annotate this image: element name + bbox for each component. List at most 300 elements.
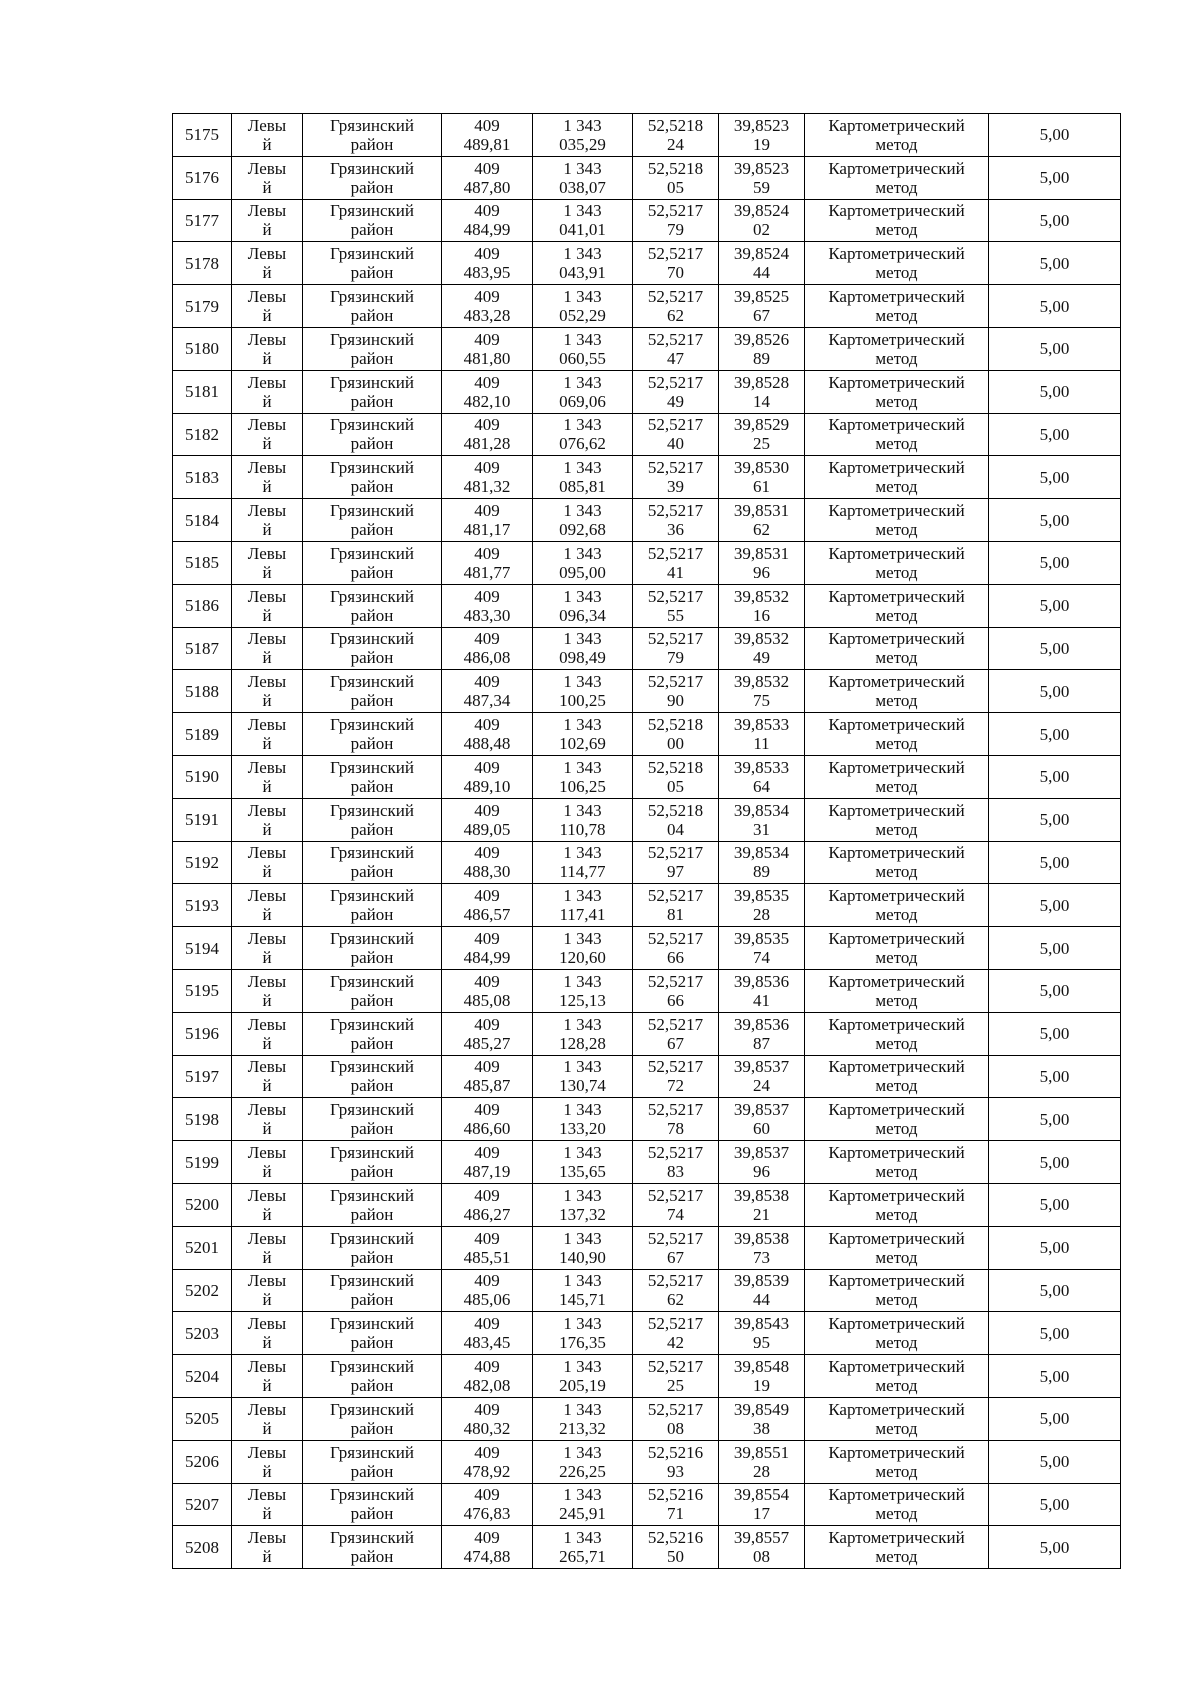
cell-district-line: Грязинский — [330, 1143, 414, 1163]
cell-y-coordinate-line: 117,41 — [559, 905, 606, 925]
cell-longitude-line: 25 — [753, 434, 770, 454]
cell-x-coordinate-line: 409 — [474, 372, 500, 392]
cell-accuracy: 5,00 — [989, 456, 1121, 499]
cell-y-coordinate-line: 1 343 — [563, 586, 602, 606]
cell-y-coordinate-line: 1 343 — [563, 287, 602, 307]
cell-longitude-line: 39,8539 — [733, 1271, 790, 1291]
cell-point-number: 5208 — [173, 1526, 232, 1569]
cell-latitude — [633, 499, 719, 542]
cell-longitude-line: 96 — [753, 1162, 770, 1182]
cell-y-coordinate-line: 265,71 — [559, 1547, 606, 1567]
cell-side-line: Левы — [247, 201, 287, 221]
cell-method — [805, 841, 989, 884]
cell-y-coordinate — [533, 541, 633, 584]
table-row — [173, 327, 1121, 370]
cell-point-number: 5186 — [173, 584, 232, 627]
cell-district-line: Грязинский — [330, 586, 414, 606]
cell-district-line: район — [350, 562, 394, 582]
table-row — [173, 627, 1121, 670]
cell-y-coordinate — [533, 1355, 633, 1398]
cell-longitude-line: 39,8531 — [733, 501, 790, 521]
cell-y-coordinate — [533, 1141, 633, 1184]
cell-latitude-line: 52,5217 — [647, 1057, 704, 1077]
cell-longitude-line: 87 — [753, 1033, 770, 1053]
cell-longitude — [719, 285, 805, 328]
cell-district-line: Грязинский — [330, 244, 414, 264]
cell-district — [303, 1397, 442, 1440]
cell-side — [232, 1269, 303, 1312]
cell-side-line: й — [262, 348, 272, 368]
table-row — [173, 199, 1121, 242]
cell-accuracy: 5,00 — [989, 1526, 1121, 1569]
cell-x-coordinate-line: 480,32 — [463, 1418, 511, 1438]
cell-accuracy: 5,00 — [989, 1141, 1121, 1184]
cell-method-line: метод — [875, 1290, 918, 1310]
cell-district-line: Грязинский — [330, 329, 414, 349]
cell-side — [232, 1055, 303, 1098]
cell-point-number: 5197 — [173, 1055, 232, 1098]
cell-side-line: й — [262, 605, 272, 625]
cell-side-line: й — [262, 1033, 272, 1053]
cell-x-coordinate-line: 409 — [474, 1185, 500, 1205]
cell-method — [805, 884, 989, 927]
cell-district-line: район — [350, 348, 394, 368]
table-row — [173, 1098, 1121, 1141]
cell-point-number: 5185 — [173, 541, 232, 584]
cell-longitude — [719, 584, 805, 627]
cell-district-line: район — [350, 263, 394, 283]
cell-point-number: 5198 — [173, 1098, 232, 1141]
cell-method — [805, 1055, 989, 1098]
cell-longitude-line: 21 — [753, 1204, 770, 1224]
cell-latitude-line: 71 — [667, 1504, 684, 1524]
cell-side-line: й — [262, 1119, 272, 1139]
cell-y-coordinate-line: 043,91 — [559, 263, 606, 283]
cell-method — [805, 1269, 989, 1312]
cell-longitude-line: 39,8536 — [733, 971, 790, 991]
cell-longitude-line: 38 — [753, 1418, 770, 1438]
cell-longitude-line: 39,8533 — [733, 715, 790, 735]
cell-side-line: Левы — [247, 672, 287, 692]
cell-district — [303, 1269, 442, 1312]
cell-point-number: 5207 — [173, 1483, 232, 1526]
cell-district-line: Грязинский — [330, 929, 414, 949]
cell-y-coordinate-line: 1 343 — [563, 715, 602, 735]
cell-y-coordinate-line: 140,90 — [559, 1247, 606, 1267]
cell-method — [805, 1141, 989, 1184]
cell-accuracy: 5,00 — [989, 627, 1121, 670]
cell-method-line: Картометрический — [828, 586, 965, 606]
cell-x-coordinate — [442, 541, 533, 584]
cell-method-line: метод — [875, 1119, 918, 1139]
cell-method — [805, 755, 989, 798]
cell-latitude-line: 52,5217 — [647, 1014, 704, 1034]
cell-y-coordinate — [533, 1012, 633, 1055]
cell-latitude-line: 67 — [667, 1033, 684, 1053]
cell-longitude-line: 59 — [753, 177, 770, 197]
cell-latitude-line: 52,5217 — [647, 672, 704, 692]
cell-x-coordinate-line: 488,48 — [463, 734, 511, 754]
cell-latitude — [633, 798, 719, 841]
cell-longitude-line: 16 — [753, 605, 770, 625]
cell-accuracy: 5,00 — [989, 114, 1121, 157]
cell-point-number: 5194 — [173, 927, 232, 970]
cell-longitude — [719, 1183, 805, 1226]
cell-accuracy: 5,00 — [989, 499, 1121, 542]
cell-method-line: Картометрический — [828, 1357, 965, 1376]
cell-longitude-line: 39,8549 — [733, 1399, 790, 1419]
table-row — [173, 1183, 1121, 1226]
cell-x-coordinate-line: 486,08 — [463, 648, 511, 668]
cell-district-line: Грязинский — [330, 1528, 414, 1548]
cell-method-line: метод — [875, 1418, 918, 1438]
cell-side — [232, 1012, 303, 1055]
cell-x-coordinate — [442, 755, 533, 798]
cell-method-line: метод — [875, 1247, 918, 1267]
cell-accuracy: 5,00 — [989, 1440, 1121, 1483]
cell-accuracy: 5,00 — [989, 1355, 1121, 1398]
cell-longitude-line: 39,8532 — [733, 586, 790, 606]
cell-y-coordinate-line: 137,32 — [559, 1204, 606, 1224]
cell-method-line: Картометрический — [828, 458, 965, 478]
cell-side-line: Левы — [247, 971, 287, 991]
cell-x-coordinate-line: 409 — [474, 800, 500, 820]
cell-x-coordinate-line: 483,28 — [463, 306, 511, 326]
cell-x-coordinate-line: 409 — [474, 1485, 500, 1505]
cell-method — [805, 713, 989, 756]
cell-x-coordinate — [442, 285, 533, 328]
cell-point-number: 5204 — [173, 1355, 232, 1398]
table-row — [173, 1440, 1121, 1483]
cell-longitude-line: 19 — [753, 134, 770, 154]
cell-x-coordinate — [442, 1055, 533, 1098]
cell-x-coordinate — [442, 1012, 533, 1055]
cell-district — [303, 670, 442, 713]
cell-point-number: 5190 — [173, 755, 232, 798]
cell-method-line: Картометрический — [828, 115, 965, 135]
cell-side — [232, 969, 303, 1012]
cell-longitude — [719, 627, 805, 670]
cell-accuracy: 5,00 — [989, 1183, 1121, 1226]
cell-y-coordinate — [533, 670, 633, 713]
cell-longitude-line: 67 — [753, 306, 770, 326]
cell-longitude-line: 39,8538 — [733, 1228, 790, 1248]
cell-latitude-line: 52,5218 — [647, 800, 704, 820]
cell-district-line: Грязинский — [330, 415, 414, 435]
cell-x-coordinate-line: 409 — [474, 1014, 500, 1034]
cell-x-coordinate-line: 489,81 — [463, 134, 511, 154]
cell-y-coordinate-line: 110,78 — [559, 819, 606, 839]
cell-accuracy: 5,00 — [989, 285, 1121, 328]
cell-district-line: район — [350, 1547, 394, 1567]
cell-side-line: Левы — [247, 244, 287, 264]
cell-method-line: метод — [875, 562, 918, 582]
cell-accuracy: 5,00 — [989, 242, 1121, 285]
cell-y-coordinate-line: 1 343 — [563, 201, 602, 221]
cell-method — [805, 327, 989, 370]
cell-longitude-line: 96 — [753, 562, 770, 582]
cell-y-coordinate-line: 092,68 — [559, 520, 606, 540]
cell-latitude — [633, 1226, 719, 1269]
cell-point-number: 5188 — [173, 670, 232, 713]
cell-longitude — [719, 1269, 805, 1312]
cell-accuracy: 5,00 — [989, 841, 1121, 884]
cell-y-coordinate — [533, 285, 633, 328]
cell-accuracy: 5,00 — [989, 541, 1121, 584]
cell-y-coordinate-line: 106,25 — [559, 776, 606, 796]
cell-method — [805, 627, 989, 670]
cell-district-line: район — [350, 391, 394, 411]
cell-side — [232, 327, 303, 370]
cell-side-line: Левы — [247, 1143, 287, 1163]
cell-accuracy: 5,00 — [989, 1269, 1121, 1312]
cell-longitude-line: 39,8523 — [733, 158, 790, 178]
cell-latitude — [633, 1141, 719, 1184]
cell-y-coordinate-line: 130,74 — [559, 1076, 606, 1096]
cell-method-line: Картометрический — [828, 1100, 965, 1120]
cell-x-coordinate — [442, 456, 533, 499]
cell-latitude — [633, 884, 719, 927]
cell-latitude-line: 05 — [667, 177, 684, 197]
cell-latitude-line: 52,5218 — [647, 158, 704, 178]
cell-method-line: Картометрический — [828, 1271, 965, 1291]
cell-y-coordinate — [533, 199, 633, 242]
cell-longitude-line: 62 — [753, 520, 770, 540]
cell-method-line: Картометрический — [828, 886, 965, 906]
cell-y-coordinate-line: 1 343 — [563, 244, 602, 264]
cell-x-coordinate — [442, 370, 533, 413]
cell-method — [805, 1355, 989, 1398]
cell-district — [303, 1355, 442, 1398]
cell-x-coordinate — [442, 156, 533, 199]
cell-latitude-line: 08 — [667, 1418, 684, 1438]
cell-district-line: Грязинский — [330, 971, 414, 991]
cell-accuracy: 5,00 — [989, 927, 1121, 970]
cell-longitude-line: 39,8528 — [733, 372, 790, 392]
cell-point-number: 5179 — [173, 285, 232, 328]
cell-district-line: район — [350, 1076, 394, 1096]
cell-side-line: Левы — [247, 757, 287, 777]
cell-side — [232, 199, 303, 242]
cell-x-coordinate-line: 481,28 — [463, 434, 511, 454]
cell-side-line: Левы — [247, 1485, 287, 1505]
cell-y-coordinate — [533, 841, 633, 884]
cell-side-line: й — [262, 734, 272, 754]
cell-district-line: Грязинский — [330, 543, 414, 563]
cell-latitude-line: 04 — [667, 819, 684, 839]
cell-district — [303, 456, 442, 499]
cell-x-coordinate-line: 409 — [474, 244, 500, 264]
cell-longitude-line: 39,8537 — [733, 1143, 790, 1163]
cell-x-coordinate-line: 481,77 — [463, 562, 511, 582]
cell-y-coordinate-line: 128,28 — [559, 1033, 606, 1053]
table-row — [173, 670, 1121, 713]
cell-side-line: й — [262, 220, 272, 240]
cell-district — [303, 1483, 442, 1526]
cell-side — [232, 1226, 303, 1269]
cell-side-line: й — [262, 263, 272, 283]
cell-y-coordinate — [533, 584, 633, 627]
cell-latitude — [633, 1269, 719, 1312]
cell-method-line: Картометрический — [828, 287, 965, 307]
cell-accuracy: 5,00 — [989, 884, 1121, 927]
cell-side — [232, 1483, 303, 1526]
table-row — [173, 1269, 1121, 1312]
cell-method-line: метод — [875, 1504, 918, 1524]
cell-side — [232, 1355, 303, 1398]
cell-y-coordinate — [533, 156, 633, 199]
cell-y-coordinate — [533, 1526, 633, 1569]
cell-latitude — [633, 114, 719, 157]
cell-x-coordinate-line: 409 — [474, 287, 500, 307]
cell-latitude — [633, 1098, 719, 1141]
cell-y-coordinate-line: 213,32 — [559, 1418, 606, 1438]
cell-longitude — [719, 1098, 805, 1141]
table-row — [173, 713, 1121, 756]
cell-x-coordinate — [442, 1098, 533, 1141]
cell-district — [303, 1055, 442, 1098]
cell-y-coordinate-line: 085,81 — [559, 477, 606, 497]
cell-side-line: й — [262, 520, 272, 540]
cell-side — [232, 499, 303, 542]
cell-method-line: Картометрический — [828, 1442, 965, 1462]
cell-side-line: Левы — [247, 1100, 287, 1120]
cell-side — [232, 755, 303, 798]
cell-side-line: й — [262, 905, 272, 925]
cell-y-coordinate-line: 100,25 — [559, 691, 606, 711]
cell-side-line: й — [262, 434, 272, 454]
cell-y-coordinate-line: 205,19 — [559, 1376, 606, 1395]
cell-x-coordinate-line: 409 — [474, 586, 500, 606]
cell-side-line: Левы — [247, 843, 287, 863]
cell-side-line: Левы — [247, 1399, 287, 1419]
cell-y-coordinate-line: 176,35 — [559, 1333, 606, 1353]
cell-x-coordinate-line: 478,92 — [463, 1461, 511, 1481]
cell-y-coordinate — [533, 1055, 633, 1098]
cell-method-line: метод — [875, 691, 918, 711]
cell-side — [232, 841, 303, 884]
cell-point-number: 5191 — [173, 798, 232, 841]
cell-district-line: район — [350, 477, 394, 497]
cell-side-line: Левы — [247, 1314, 287, 1334]
cell-x-coordinate-line: 481,17 — [463, 520, 511, 540]
cell-latitude-line: 52,5217 — [647, 458, 704, 478]
cell-latitude — [633, 1397, 719, 1440]
cell-side-line: й — [262, 1461, 272, 1481]
cell-latitude-line: 42 — [667, 1333, 684, 1353]
cell-latitude-line: 52,5217 — [647, 1100, 704, 1120]
cell-longitude — [719, 114, 805, 157]
cell-district-line: район — [350, 905, 394, 925]
cell-longitude-line: 24 — [753, 1076, 770, 1096]
cell-district — [303, 370, 442, 413]
cell-side-line: й — [262, 776, 272, 796]
cell-side-line: й — [262, 948, 272, 968]
cell-y-coordinate-line: 226,25 — [559, 1461, 606, 1481]
cell-longitude — [719, 755, 805, 798]
cell-y-coordinate-line: 095,00 — [559, 562, 606, 582]
cell-longitude-line: 39,8537 — [733, 1100, 790, 1120]
cell-longitude — [719, 1226, 805, 1269]
cell-y-coordinate-line: 1 343 — [563, 1014, 602, 1034]
cell-method-line: метод — [875, 862, 918, 882]
cell-latitude-line: 52,5217 — [647, 1357, 704, 1376]
cell-x-coordinate-line: 409 — [474, 329, 500, 349]
cell-y-coordinate-line: 1 343 — [563, 158, 602, 178]
cell-latitude-line: 52,5217 — [647, 586, 704, 606]
cell-district — [303, 541, 442, 584]
cell-longitude-line: 74 — [753, 948, 770, 968]
cell-latitude — [633, 541, 719, 584]
cell-accuracy: 5,00 — [989, 584, 1121, 627]
cell-side — [232, 1098, 303, 1141]
cell-x-coordinate-line: 482,08 — [463, 1376, 511, 1395]
cell-latitude-line: 41 — [667, 562, 684, 582]
cell-y-coordinate-line: 1 343 — [563, 1485, 602, 1505]
cell-side-line: й — [262, 1290, 272, 1310]
cell-district-line: район — [350, 1333, 394, 1353]
cell-side-line: й — [262, 1204, 272, 1224]
table-row — [173, 541, 1121, 584]
cell-side — [232, 884, 303, 927]
cell-method-line: Картометрический — [828, 672, 965, 692]
cell-y-coordinate-line: 096,34 — [559, 605, 606, 625]
cell-longitude — [719, 242, 805, 285]
cell-y-coordinate-line: 076,62 — [559, 434, 606, 454]
cell-x-coordinate — [442, 1355, 533, 1398]
cell-x-coordinate-line: 409 — [474, 1528, 500, 1548]
cell-latitude-line: 72 — [667, 1076, 684, 1096]
cell-latitude — [633, 1526, 719, 1569]
cell-district — [303, 1141, 442, 1184]
cell-method-line: Картометрический — [828, 244, 965, 264]
cell-point-number: 5176 — [173, 156, 232, 199]
cell-method-line: метод — [875, 220, 918, 240]
cell-x-coordinate — [442, 884, 533, 927]
cell-method — [805, 1526, 989, 1569]
cell-x-coordinate-line: 409 — [474, 715, 500, 735]
cell-point-number: 5183 — [173, 456, 232, 499]
cell-x-coordinate — [442, 841, 533, 884]
cell-method-line: Картометрический — [828, 1399, 965, 1419]
cell-side-line: й — [262, 562, 272, 582]
cell-y-coordinate — [533, 884, 633, 927]
cell-y-coordinate-line: 1 343 — [563, 115, 602, 135]
cell-y-coordinate — [533, 456, 633, 499]
cell-longitude-line: 39,8534 — [733, 843, 790, 863]
cell-latitude — [633, 755, 719, 798]
cell-side — [232, 456, 303, 499]
cell-side-line: й — [262, 134, 272, 154]
cell-x-coordinate-line: 409 — [474, 1357, 500, 1376]
cell-side — [232, 670, 303, 713]
cell-y-coordinate-line: 1 343 — [563, 1185, 602, 1205]
cell-longitude-line: 39,8531 — [733, 543, 790, 563]
cell-y-coordinate-line: 060,55 — [559, 348, 606, 368]
cell-x-coordinate-line: 486,27 — [463, 1204, 511, 1224]
cell-accuracy: 5,00 — [989, 713, 1121, 756]
cell-longitude-line: 39,8532 — [733, 629, 790, 649]
cell-y-coordinate-line: 041,01 — [559, 220, 606, 240]
cell-method-line: Картометрический — [828, 1057, 965, 1077]
cell-latitude-line: 52,5217 — [647, 501, 704, 521]
cell-x-coordinate-line: 409 — [474, 929, 500, 949]
cell-x-coordinate-line: 483,30 — [463, 605, 511, 625]
cell-latitude-line: 62 — [667, 306, 684, 326]
cell-district-line: район — [350, 520, 394, 540]
cell-method-line: метод — [875, 134, 918, 154]
cell-point-number: 5205 — [173, 1397, 232, 1440]
